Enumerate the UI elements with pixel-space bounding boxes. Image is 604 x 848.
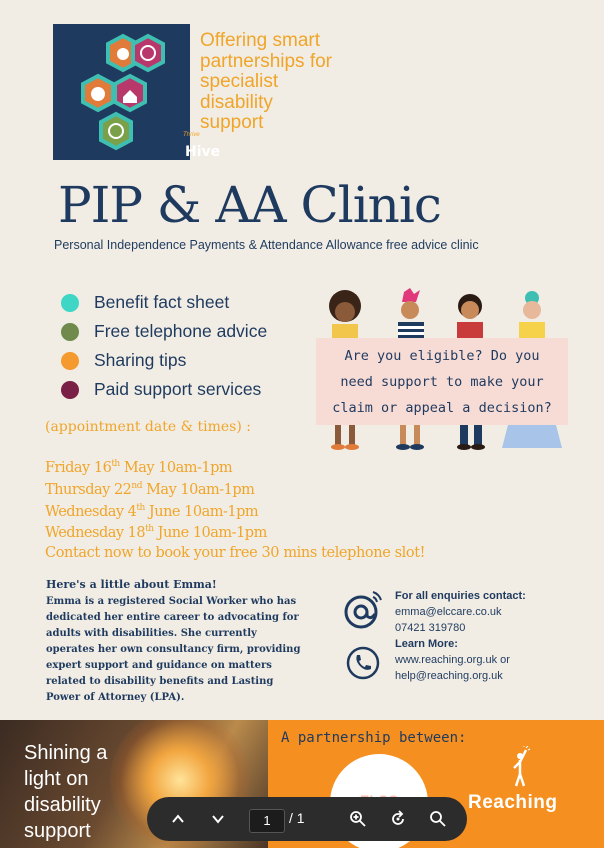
contact-heading: For all enquiries contact: xyxy=(395,590,526,602)
date-time: May 10am-1pm xyxy=(141,481,255,498)
chevron-up-icon xyxy=(170,811,186,827)
page-subtitle: Personal Independence Payments & Attendance Allowance free advice clinic xyxy=(54,238,479,252)
date-suffix: nd xyxy=(131,480,142,491)
tagline: Offering smart partnerships for specialist disability support xyxy=(200,30,333,134)
date-time: May 10am-1pm xyxy=(119,459,233,476)
bullet-dot-icon xyxy=(61,352,79,370)
rotate-button[interactable] xyxy=(384,805,412,833)
date-day: Friday 16 xyxy=(45,459,112,476)
date-day: Thursday 22 xyxy=(45,481,132,498)
booking-cta: Contact now to book your free 30 mins telephone slot! xyxy=(45,545,426,561)
list-item xyxy=(61,317,267,346)
eligibility-callout xyxy=(316,338,568,425)
bullet-label: Sharing tips xyxy=(94,350,187,370)
zoom-in-button[interactable] xyxy=(344,805,372,833)
appointment-dates xyxy=(45,455,267,542)
slogan-line: Shining a xyxy=(24,742,108,764)
partnership-heading: A partnership between: xyxy=(281,730,467,746)
about-body: Emma is a registered Social Worker who has dedicated her entire career to advocating for adults with disabilities. She currently operates her own consultancy firm, providing expert support and guidance on matters related to disability benefits and Lasting Power of Attorney (LPA). xyxy=(46,596,301,703)
hexagon-icons xyxy=(53,24,190,160)
bullet-dot-icon xyxy=(61,294,79,312)
search-button[interactable] xyxy=(424,805,452,833)
email-at-icon xyxy=(343,590,383,630)
list-item xyxy=(61,375,267,404)
date-day: Wednesday 4 xyxy=(45,503,137,520)
services-list xyxy=(61,288,267,404)
bullet-label: Free telephone advice xyxy=(94,321,268,341)
date-suffix: th xyxy=(111,459,120,469)
contact-phone[interactable]: 07421 319780 xyxy=(395,622,466,634)
date-suffix: th xyxy=(136,502,145,513)
page-title: PIP & AA Clinic xyxy=(58,176,441,234)
about-heading: Here's a little about Emma! xyxy=(46,578,217,591)
previous-page-button[interactable] xyxy=(164,805,192,833)
shining-slogan xyxy=(24,740,107,844)
date-time: June 10am-1pm xyxy=(144,503,259,520)
reaching-logo-text: Reaching xyxy=(468,792,558,813)
bullet-dot-icon xyxy=(61,381,79,399)
bullet-label: Paid support services xyxy=(94,379,262,399)
help-email-link[interactable]: help@reaching.org.uk xyxy=(395,670,503,682)
phone-icon xyxy=(345,645,381,681)
page-total: / 1 xyxy=(289,810,305,826)
slogan-line: disability xyxy=(24,794,101,816)
next-page-button[interactable] xyxy=(204,805,232,833)
pdf-toolbar xyxy=(147,797,467,841)
zoom-in-icon xyxy=(349,810,367,828)
date-row xyxy=(45,499,267,521)
logo-thrive-text: Thrive xyxy=(183,132,200,138)
list-item xyxy=(61,346,267,375)
list-item xyxy=(61,288,267,317)
date-time: June 10am-1pm xyxy=(153,525,267,542)
logo-hive-text: Hive xyxy=(185,144,221,160)
callout-line-1: Are you eligible? Do you xyxy=(344,347,540,364)
date-row xyxy=(45,477,267,499)
website-link[interactable]: www.reaching.org.uk or xyxy=(395,654,510,666)
bullet-label: Benefit fact sheet xyxy=(94,292,230,312)
date-row xyxy=(45,520,267,542)
search-icon xyxy=(429,810,447,828)
contact-details xyxy=(395,588,526,684)
date-suffix: th xyxy=(145,524,154,535)
chevron-down-icon xyxy=(210,811,226,827)
callout-line-2: need support to make your xyxy=(340,373,544,390)
slogan-line: light on xyxy=(24,768,89,790)
slogan-line: support xyxy=(24,820,91,842)
reaching-figure-icon xyxy=(504,746,534,790)
bullet-dot-icon xyxy=(61,323,79,341)
thrive-hive-logo xyxy=(53,24,221,160)
contact-email-link[interactable]: emma@elccare.co.uk xyxy=(395,606,502,618)
date-day: Wednesday 18 xyxy=(45,525,146,542)
appointment-heading: (appointment date & times) : xyxy=(45,419,251,435)
callout-line-3: claim or appeal a decision? xyxy=(332,399,552,416)
page-number-input[interactable]: 1 xyxy=(249,809,285,833)
rotate-icon xyxy=(389,810,407,828)
date-row xyxy=(45,455,267,477)
learn-more-heading: Learn More: xyxy=(395,638,458,650)
